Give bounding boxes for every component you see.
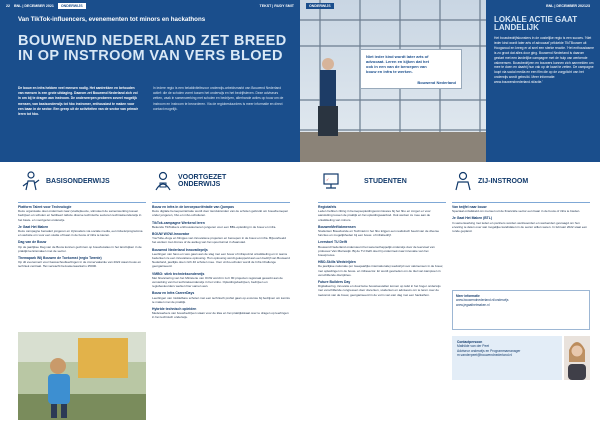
entry	[152, 307, 290, 320]
issue-label: BNL | DECEMBER 2021	[14, 3, 54, 8]
contact-box	[452, 336, 562, 380]
intro-text: De bouw en infra hebben veel mensen nodig. Het aantrekken en behouden van mensen is een grote uitdaging. Daarom zet Bouwend Nederland zich vol in om bij te dragen aan instroom. De onderwerpen proberen zoveel mogelijk mensen, van basisonderwijs tot hbo instromer, enthousiast te maken voor een baan in de sector. Een greep uit de activiteiten van de sector van primair leren tot hbo.	[18, 86, 139, 117]
page-header-right	[486, 0, 600, 11]
divider	[318, 202, 446, 203]
entry-title: Hybride technisch opleiden	[152, 307, 197, 312]
entry-text: Leden hebben zitting in beroepsopleidingscommissies bij het hbo en zorgen er voor aansluiting tussen de praktijk en het opleidingsaanbod. Ook werken ze mee aan de ontwikkeling van minors.	[318, 209, 431, 222]
avatar	[564, 336, 590, 380]
entry-title: Platform Talent voor Technologie	[18, 205, 72, 209]
entry	[318, 280, 446, 297]
entry	[18, 205, 146, 222]
banner-text: Niet ieder kind wordt later arts of advocaat. Leren en kijken dat het ook in een van de beroepen van bouw en infra te werken.	[366, 54, 429, 74]
basisonderwijs-header	[20, 170, 110, 192]
entry-title: Dag van de Bouw	[18, 240, 47, 245]
entry	[318, 240, 446, 257]
voortgezet-header	[152, 170, 248, 192]
divider	[18, 202, 146, 203]
entry	[152, 291, 290, 304]
graduation-icon	[320, 170, 342, 192]
info-label: Meer informatie	[456, 294, 480, 298]
entry-text: Deze digitale beroepsoriëntatie wordt door tienduizenden van de scholen gebruikt om bouwberoepen onder jongeren, hbo en mbo-scholieren.	[152, 209, 289, 218]
entry	[452, 216, 590, 233]
author-label: TEKST | RUDY SMIT	[259, 3, 294, 8]
entry-title: Van twijfel naar bouw	[452, 205, 487, 209]
banner-logo: Bouwend Nederland	[417, 80, 456, 85]
contact-name: Mathilde van der Peet	[457, 344, 490, 349]
entry	[452, 205, 590, 213]
entry	[318, 205, 446, 222]
studenten-column	[318, 205, 446, 300]
info-link[interactable]: www.jegaathetmaken.nl	[456, 302, 490, 307]
entry	[152, 205, 290, 218]
entry-text: Op dit evenement voor basisschoolleerlingen in de zomervakantie van 2022 staan bouw en techniek centraal. Het verwacht bezoekersaantal is 25000.	[18, 260, 141, 269]
entry-title: Bouw en infra in de beroepsoriëntatie van Qompas	[152, 205, 234, 209]
child-photo	[18, 332, 146, 420]
entry-title: Je Gaat Het Maken	[18, 224, 49, 229]
entry	[18, 240, 146, 253]
entry-title: Regiotafels	[318, 205, 337, 209]
zij-instroom-header	[452, 170, 528, 192]
sidebar-title: LOKALE ACTIE GAAT LANDELIJK	[494, 15, 578, 32]
entry-text: Studenten Bouwkunde en Techniek in het hbo krijgen een realistisch beeld van de diverse functies en mogelijkheden bij een bouw- of infrabedrijf.	[318, 229, 440, 238]
section-title: VOORTGEZET ONDERWIJS	[178, 174, 227, 188]
hero-panel	[0, 0, 300, 162]
entry	[318, 260, 446, 277]
entry-text: Bekende TikTokkers enthousiasmeren jongeren voor een BBL-opleiding in de bouw en infra.	[152, 224, 277, 229]
entry-text: Op de jaarlijkse Dag van de Bouw kunnen gezinnen op bouwlocaties in het land kijken in de praktijk kennismaken met de sector.	[18, 244, 142, 253]
entry	[318, 225, 446, 238]
banner-sign	[360, 49, 462, 89]
intro-text-2: In iedere regio is een belaktiviteitsvoor onderwijs-arbeidsmarkt van Bouwend Nederland actief: die de scholen vormt tussen het onderwijs en het bedrijfsleven. Deze adviseurs zetten, vaak in samenwerking met scholen en bedrijven, allerhande acties op touw om de instroom en instroom te bevorderen. Via de regiobestuurders is meer informatie en direct contact mogelijk.	[153, 86, 284, 111]
student-icon	[152, 170, 174, 192]
entry-text: Met financiering van het Ministerie van OCW wordt in zo'n 80 projecten regionaal gewerkt aan de versterking van het technieksonderwijs in het vmbo. Opleidingsbedrijven, bedrijven en regiobestuurders werken hier samen aan.	[152, 275, 283, 289]
basisonderwijs-column	[18, 205, 146, 272]
entry	[18, 225, 146, 238]
svg-text:✓: ✓	[326, 177, 330, 182]
entry-text: Speciaal ontwikkeld om mensen uit de financiële sector een baan in de bouw of infra te bieden.	[452, 209, 581, 214]
entry-text: De jaarlijkse nationale (en tweejaarlijks internationale) wedstrijd voor vakmensen in de bouw, met opleidingen in de bouw- en infrasector. Er wordt gestreden om de titel van kampioen in verschillende disciplines.	[318, 264, 443, 277]
entry-title: Future Builders Day	[318, 280, 351, 285]
person-icon	[452, 170, 474, 192]
entry-text: Leerlingen van middelbare scholen met een technisch profiel gaan op excursie bij bedrijven om kennis te maken met de praktijk.	[152, 295, 290, 304]
page-number: 23	[586, 3, 590, 8]
entry	[18, 256, 146, 269]
zij-instroom-column	[452, 205, 590, 236]
section-title: STUDENTEN	[364, 177, 407, 185]
contact-label: Contactpersoon	[457, 340, 483, 344]
construction-photo	[300, 0, 486, 162]
page-number: 22	[6, 3, 10, 8]
entry-title: Je Gaat Het Maken (BTL)	[452, 216, 492, 221]
entry-title: VMBO: stiek technieksonderwijs	[152, 271, 205, 276]
entry-text: Deze organisatie doet onderzoek naar (studie)keuze, stimuleert de samenwerking tussen bedrijven en scholen en faciliteert talloze diverse technische sectoren technieksonderwijs in het basis- en voortgezet onderwijs.	[18, 209, 142, 222]
studenten-header	[320, 170, 407, 192]
divider	[152, 202, 290, 203]
section-tag: ONDERWIJS	[58, 3, 86, 9]
entry-text: In samenwerking met leden en partners worden werkwoorden en werkenden gevraagd om hun ervaring te delen over wat mogelijke kandidaten in de sector willen weten. In februari 2022 staat een ronde gepland.	[452, 220, 587, 234]
entry-title: Themapark Wij Bouwen de Toekomst (regio Twente)	[18, 256, 102, 261]
page-header	[0, 0, 300, 11]
sidebar-text: Het bouwbedrijfskunsters in de oostelijke regio is een succes. 'Niet ieder kind wordt later arts of advocaat' prikkelde TikTBouwer uit Hoogwoud en kreeg er al snel een sterke reactie. 'Het enthousiasme is zo groot dat alles door ging. Bouwend Nederland is daarom gestart met een landelijke campagne met de hulp van werkende vakmensen. Bouwbedrijven en bouwers kunnen zich aanmelden om mee te doen en daarbij hun vak op de kaart te zetten. De campagne loopt via social media en een film die op de zorgplicht van het onderwijs wordt gebruikt. Meer informatie: www.bouwendnederland.nl/actie.'	[494, 36, 594, 85]
headline: BOUWEND NEDERLAND ZET BREED IN OP INSTROOM VAN VERS BLOED	[18, 33, 287, 64]
entry-text: Deze campagne benadert jongeren en zijn/ouders via sociale media, een tickets/programma en website om voor een studie of baan in de bouw of infra te kiezen.	[18, 229, 143, 238]
entry	[152, 232, 290, 245]
kicker: Van TikTok-influencers, evenementen tot minors en hackathons	[18, 16, 206, 23]
divider	[452, 202, 590, 203]
entry-title: Leerstoel TU Delft	[318, 240, 348, 245]
issue-label: BNL | DECEMBER 2021	[546, 3, 586, 8]
entry-text: YouTube-vlogs en filmpjes van innovatieve projecten en beroepen in de bouw en infra. Bijvoorbeeld het werken met drones of de aanleg van het spoortunnel in Zaanstad.	[152, 236, 286, 245]
entry-text: Medewerkers van bouwbedrijven staan voor de klas en het praktijklokaal over te dragen op leerlingen in het technisch onderwijs.	[152, 311, 289, 320]
contact-email[interactable]: m.vanderpeet@bouwendnederland.nl	[457, 353, 513, 358]
entry-text: Bouwend Nederland ondersteunt het wetenschappelijk onderwijs door de leerstoel van professor Van Marrewijk. Bij de TU Delft doet hij onderzoek naar innovatie van het bouwproces.	[318, 244, 435, 258]
sidebar-box	[486, 0, 600, 162]
page-header	[300, 0, 486, 11]
entry-title: Bouwend Nederland Innovatieprijs	[152, 247, 208, 252]
child-icon	[20, 170, 42, 192]
entry-title: Bouw en Infra CareerDays	[152, 291, 195, 296]
section-title: ZIJ-INSTROOM	[478, 177, 529, 185]
contact-role: Adviseur onderwijs en Programmamanager	[457, 348, 521, 353]
entry-title: BOUW WOW-Innovator	[152, 232, 190, 237]
entry	[152, 248, 290, 269]
entry	[152, 272, 290, 289]
voortgezet-column	[152, 205, 290, 323]
entry-title: HBO-Skills Wedstrijden	[318, 260, 356, 265]
more-info-box	[452, 290, 590, 330]
entry-text: Digitalisering, innovatie en duurzame bouwtoestellen komen op tafel in het hoger onderwijs met verschillende congressen door docenten, studenten en adviseurs om te leren over de toekomst van de bouw, georganiseerd in de vorm van één dag met een hackathon.	[318, 284, 441, 297]
entry-title: TikTok-campagne Werkend leren	[152, 220, 205, 225]
section-tag: ONDERWIJS	[306, 3, 334, 9]
entry-title: BouwenMetVakmensen	[318, 224, 356, 229]
entry	[152, 221, 290, 229]
entry-text: Leerlingen van havo en vwo gaan aan de slag met een bouw of infrapuzzel ontwikkeling en in teams bedenken ze een innovatieve oplossing. Hun oplossing wordt gekoppeld aan een bedrijf van Bouwend Nederland, jaarlijks doen zich 40 scholen mee. Voor vmbo-scholen wordt de Infra Challenge georganiseerd.	[152, 251, 290, 269]
info-link[interactable]: www.bouwendnederland.nl/onderwijs	[456, 298, 509, 303]
section-title: BASISONDERWIJS	[46, 177, 110, 185]
